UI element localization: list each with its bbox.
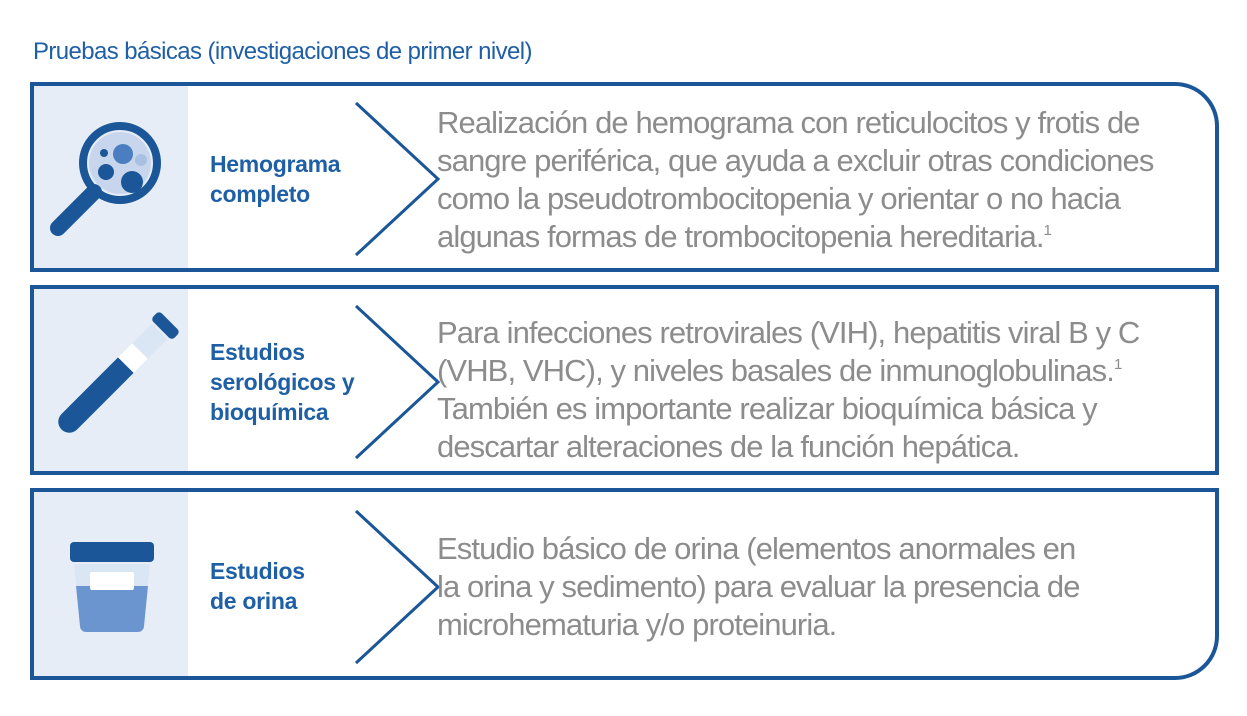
card-title: Estudios serológicos y bioquímica (210, 339, 355, 425)
test-tube-icon (34, 289, 188, 471)
icon-panel (34, 86, 188, 268)
card-title: Estudios de orina (210, 558, 305, 614)
magnifier-blood-cells-icon (34, 86, 188, 268)
card-hemograma (30, 82, 1219, 272)
urine-sample-cup-icon (34, 492, 188, 676)
card-description: Estudio básico de orina (elementos anormales en la orina y sedimento) para evaluar la presencia de microhematuria y/o proteinuria. (437, 531, 1080, 642)
icon-panel (34, 289, 188, 471)
icon-panel (34, 492, 188, 676)
reference-superscript: 1 (1113, 356, 1122, 373)
card-title: Hemograma completo (210, 151, 341, 207)
page-title: Pruebas básicas (investigaciones de primer nivel) (33, 38, 532, 65)
reference-superscript: 1 (1043, 222, 1051, 239)
card-estudios-serologicos (30, 285, 1219, 475)
card-description: Realización de hemograma con reticulocitos y frotis de sangre periférica, que ayuda a excluir otras condiciones como la pseudotrombocitopenia y orientar o no hacia algunas formas de trombocitopenia hereditaria.$^1$ (437, 105, 1154, 254)
card-estudios-orina (30, 488, 1219, 680)
card-description: Para infecciones retrovirales (VIH), hepatitis viral B y C (VHB, VHC), y niveles basales de inmunoglobulinas.$^1$ También es importante realizar bioquímica básica y descartar alteraciones de la función hepática. (437, 315, 1140, 464)
